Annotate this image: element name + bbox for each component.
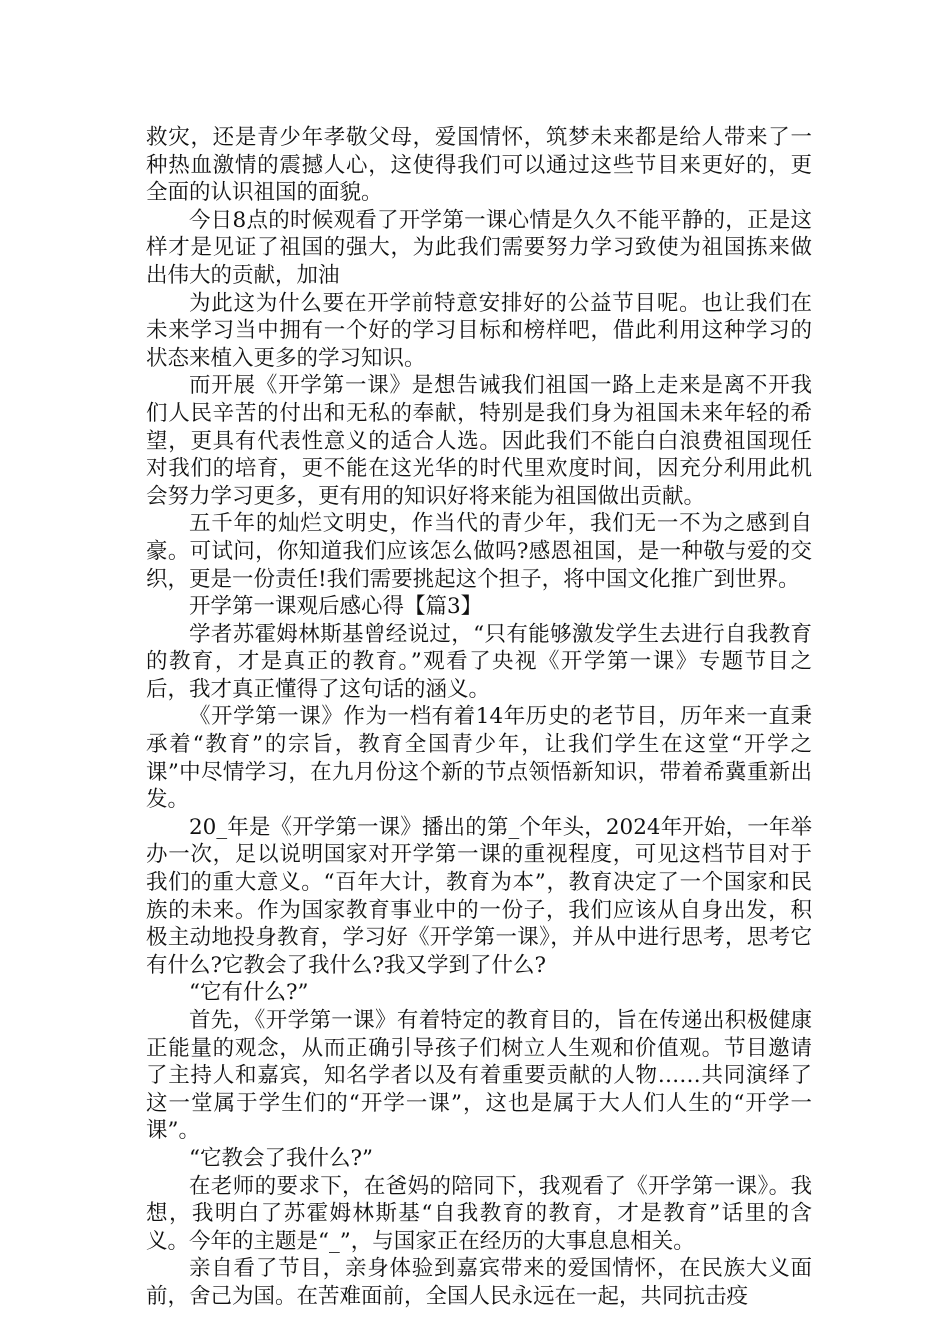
paragraph-broadcast-year: 20_年是《开学第一课》播出的第_个年头，2024年开始，一年举办一次，足以说明国家对开学第一课的重视程度，可见这档节目对于我们的重大意义。“百年大计，教育为本”，教育决定了一个国家和民族的未来。作为国家教育事业中的一份子，我们应该从自身出发，积极主动地投身教育，学习好《开学第一课》，并从中进行思考，思考它有什么?它教会了我什么?我又学到了什么? — [146, 814, 812, 978]
paragraph-teacher-request: 在老师的要求下，在爸妈的陪同下，我观看了《开学第一课》。我想，我明白了苏霍姆林斯基“自我教育的教育，才是教育”话里的含义。今年的主题是“_”，与国家正在经历的大事息息相关。 — [146, 1173, 812, 1254]
document-page — [146, 124, 812, 1311]
paragraph-civilization-history: 五千年的灿烂文明史，作当代的青少年，我们无一不为之感到自豪。可试问，你知道我们应该怎么做吗?感恩祖国，是一种敬与爱的交织，更是一份责任!我们需要挑起这个担子，将中国文化推广到世界。 — [146, 511, 812, 592]
paragraph-program-history: 《开学第一课》作为一档有着14年历史的老节目，历年来一直秉承着“教育”的宗旨，教育全国青少年，让我们学生在这堂“开学之课”中尽情学习，在九月份这个新的节点领悟新知识，带着希冀重新出发。 — [146, 704, 812, 813]
section-heading-part-3: 开学第一课观后感心得【篇3】 — [189, 594, 483, 620]
subheading-what-it-has: “它有什么?” — [189, 980, 309, 1006]
paragraph-watched-tonight: 今日8点的时候观看了开学第一课心情是久久不能平静的，正是这样才是见证了祖国的强大，为此我们需要努力学习致使为祖国拣来做出伟大的贡献，加油 — [146, 207, 812, 288]
subheading-what-it-taught: “它教会了我什么?” — [189, 1145, 374, 1171]
paragraph-education-purpose: 首先，《开学第一课》有着特定的教育目的，旨在传递出积极健康正能量的观念，从而正确引导孩子们树立人生观和价值观。节目邀请了主持人和嘉宾，知名学者以及有着重要贡献的人物……共同演绎了这一堂属于学生们的“开学一课”，这也是属于大人们人生的“开学一课”。 — [146, 1008, 812, 1144]
paragraph-first-lesson-purpose: 而开展《开学第一课》是想告诫我们祖国一路上走来是离不开我们人民辛苦的付出和无私的奉献，特别是我们身为祖国未来年轻的希望，更具有代表性意义的适合人选。因此我们不能白白浪费祖国现任对我们的培育，更不能在这光华的时代里欢度时间，因充分利用此机会努力学习更多，更有用的知识好将来能为祖国做出贡献。 — [146, 373, 812, 509]
paragraph-sukhomlinsky-quote: 学者苏霍姆林斯基曾经说过，“只有能够激发学生去进行自我教育的教育，才是真正的教育。”观看了央视《开学第一课》专题节目之后，我才真正懂得了这句话的涵义。 — [146, 621, 812, 702]
paragraph-public-program: 为此这为什么要在开学前特意安排好的公益节目呢。也让我们在未来学习当中拥有一个好的学习目标和榜样吧，借此利用这种学习的状态来植入更多的学习知识。 — [146, 290, 812, 371]
paragraph-disaster-relief: 救灾，还是青少年孝敬父母，爱国情怀，筑梦未来都是给人带来了一种热血激情的震撼人心，这使得我们可以通过这些节目来更好的，更全面的认识祖国的面貌。 — [146, 125, 812, 206]
paragraph-personal-experience: 亲自看了节目，亲身体验到嘉宾带来的爱国情怀，在民族大义面前，舍己为国。在苦难面前，全国人民永远在一起，共同抗击疫 — [146, 1256, 812, 1309]
